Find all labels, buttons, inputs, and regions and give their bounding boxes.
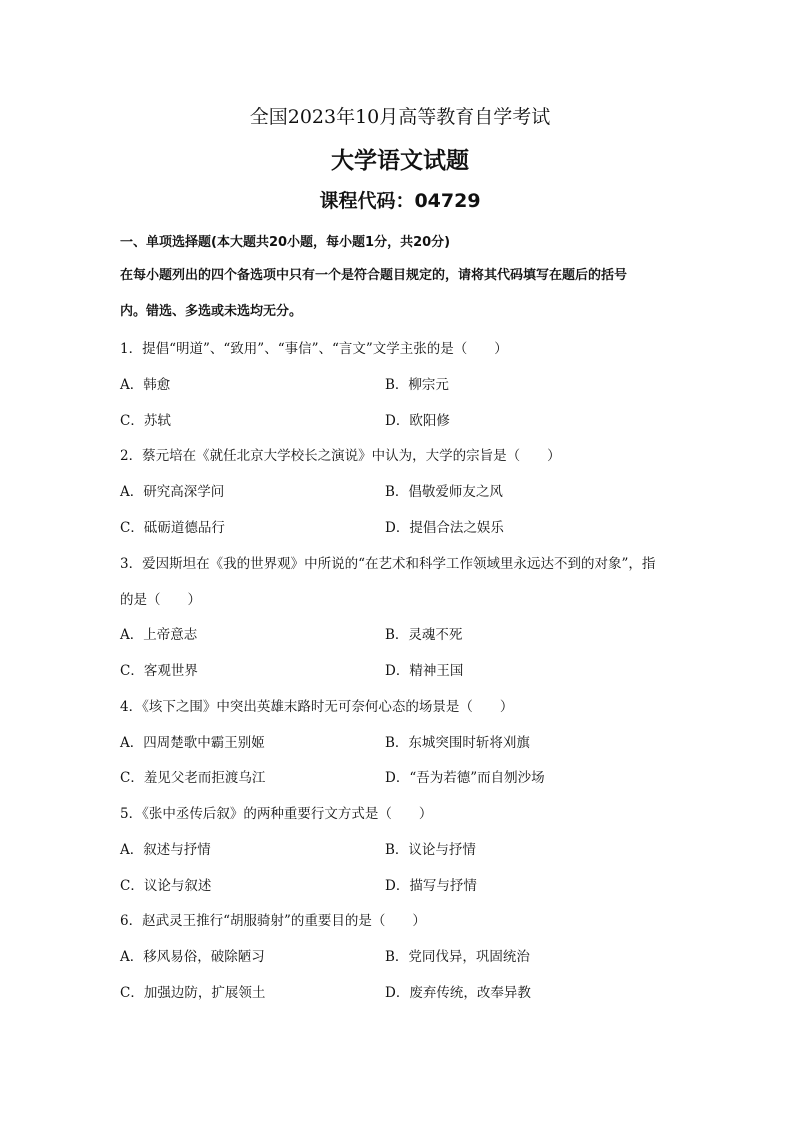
question-3-option-b: B．灵魂不死 bbox=[385, 627, 463, 643]
question-4-stem: 4．《垓下之围》中突出英雄末路时无可奈何心态的场景是（ ） bbox=[120, 699, 514, 715]
question-4-option-a: A．四周楚歌中霸王别姬 bbox=[120, 735, 265, 751]
question-4-option-d: D．“吾为若德”而自刎沙场 bbox=[385, 770, 545, 786]
question-3-option-d: D．精神王国 bbox=[385, 663, 464, 679]
question-2-option-c: C．砥砺道德品行 bbox=[120, 520, 225, 536]
question-5-option-d: D．描写与抒情 bbox=[385, 878, 477, 894]
question-3-stem-line2: 的是（ ） bbox=[120, 592, 201, 608]
question-5-stem: 5．《张中丞传后叙》的两种重要行文方式是（ ） bbox=[120, 806, 433, 822]
question-1-option-a: A．韩愈 bbox=[120, 377, 171, 393]
question-1-option-c: C．苏轼 bbox=[120, 413, 171, 429]
question-6-option-d: D．废弃传统，改奉异教 bbox=[385, 985, 531, 1001]
question-5-option-c: C．议论与叙述 bbox=[120, 878, 212, 894]
question-4-option-c: C．羞见父老而拒渡乌江 bbox=[120, 770, 266, 786]
section-heading: 一、单项选择题(本大题共20小题，每小题1分，共20分) bbox=[120, 235, 451, 250]
course-code: 课程代码：04729 bbox=[319, 190, 481, 212]
question-6-option-c: C．加强边防，扩展领土 bbox=[120, 985, 266, 1001]
exam-title: 全国2023年10月高等教育自学考试 bbox=[249, 106, 551, 128]
question-3-option-a: A．上帝意志 bbox=[120, 627, 198, 643]
question-3-stem-line1: 3．爱因斯坦在《我的世界观》中所说的“在艺术和科学工作领域里永远达不到的对象”，指 bbox=[120, 556, 656, 572]
question-4-option-b: B．东城突围时斩将刈旗 bbox=[385, 735, 530, 751]
question-1-stem: 1．提倡“明道”、“致用”、“事信”、“言文”文学主张的是（ ） bbox=[120, 341, 508, 357]
question-2-option-a: A．研究高深学问 bbox=[120, 484, 225, 500]
question-2-stem: 2．蔡元培在《就任北京大学校长之演说》中认为，大学的宗旨是（ ） bbox=[120, 448, 561, 464]
section-instruction-line1: 在每小题列出的四个备选项中只有一个是符合题目规定的，请将其代码填写在题后的括号 bbox=[120, 268, 628, 283]
question-6-option-b: B．党同伐异，巩固统治 bbox=[385, 949, 530, 965]
section-instruction-line2: 内。错选、多选或未选均无分。 bbox=[120, 304, 303, 319]
question-5-option-b: B．议论与抒情 bbox=[385, 842, 476, 858]
question-6-option-a: A．移风易俗，破除陋习 bbox=[120, 949, 265, 965]
question-2-option-b: B．倡敬爱师友之风 bbox=[385, 484, 503, 500]
question-5-option-a: A．叙述与抒情 bbox=[120, 842, 211, 858]
question-2-option-d: D．提倡合法之娱乐 bbox=[385, 520, 504, 536]
question-3-option-c: C．客观世界 bbox=[120, 663, 198, 679]
question-6-stem: 6．赵武灵王推行“胡服骑射”的重要目的是（ ） bbox=[120, 913, 426, 929]
question-1-option-b: B．柳宗元 bbox=[385, 377, 449, 393]
question-1-option-d: D．欧阳修 bbox=[385, 413, 450, 429]
paper-title: 大学语文试题 bbox=[331, 148, 469, 174]
